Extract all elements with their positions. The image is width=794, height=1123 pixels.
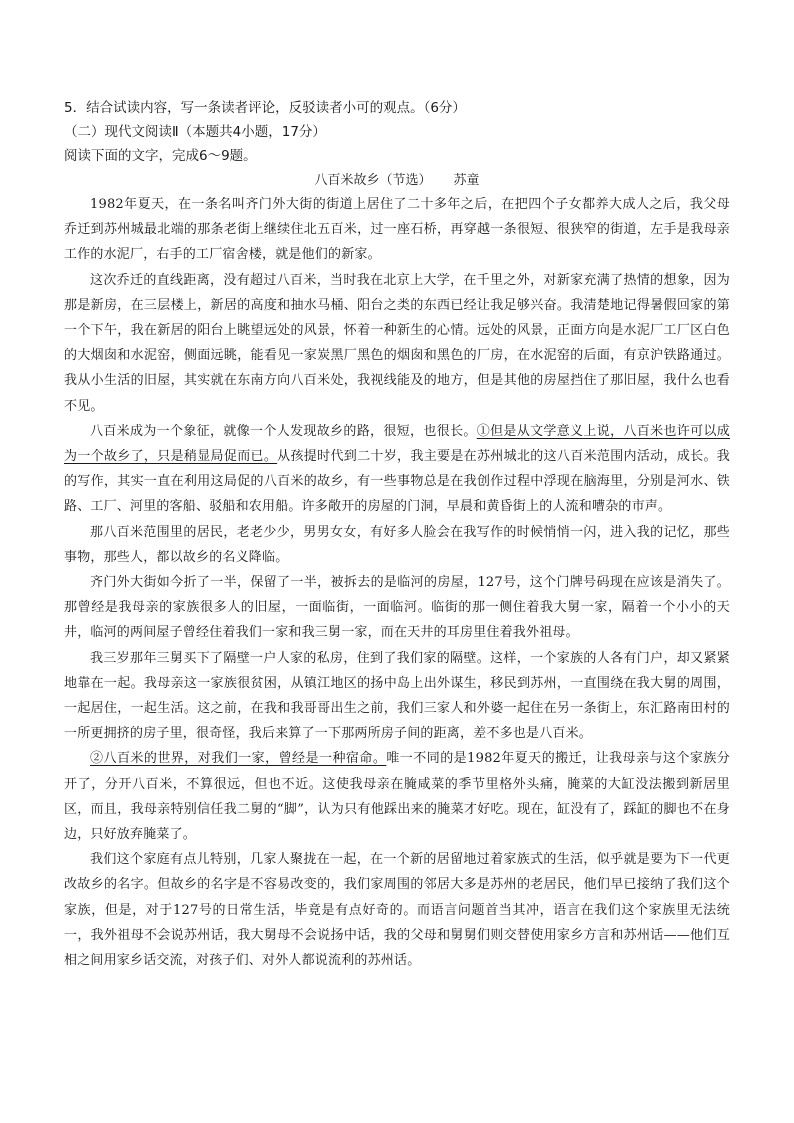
section-heading: （二）现代文阅读Ⅱ（本题共4小题，17分） bbox=[64, 124, 326, 140]
paragraph-3 bbox=[64, 419, 730, 520]
paragraph-5: 齐门外大街如今折了一半，保留了一半，被拆去的是临河的房屋，127号，这个门牌号码现在应该是消失了。那曾经是我母亲的家族很多人的旧屋，一面临街，一面临河。临街的那一侧住着我大舅一家，隔着一个小小的天井，临河的两间屋子曾经住着我们一家和我三舅一家，而在天井的耳房里住着我外祖母。 bbox=[64, 575, 730, 641]
paragraph-2: 这次乔迁的直线距离，没有超过八百米，当时我在北京上大学，在千里之外，对新家充满了热情的想象，因为那是新房，在三层楼上，新居的高度和抽水马桶、阳台之类的东西已经让我足够兴奋。我清楚地记得暑假回家的第一个下午，我在新居的阳台上眺望远处的风景，怀着一种新生的心情。远处的风景，正面方向是水泥厂工厂区白色的大烟囱和水泥窑，侧面远眺，能看见一家炭黑厂黑色的烟囱和黑色的厂房，在水泥窑的后面，有京沪铁路通过。我从小生活的旧屋，其实就在东南方向八百米处，我视线能及的地方，但是其他的房屋挡住了那旧屋，我什么也看不见。 bbox=[64, 272, 730, 414]
underlined-sentence-2: ②八百米的世界，对我们一家，曾经是一种宿命。 bbox=[90, 751, 387, 767]
article-author: 苏童 bbox=[453, 173, 480, 188]
paragraph-3-end: 从孩提时代到二十岁，我主要是在苏州城北的这八百米范围内活动，成长。我的写作，其实一直在利用这局促的八百米的故乡，有一些事物总是在我创作过程中浮现在脑海里，分别是河水、铁路、工厂、河里的客船、驳船和农用船。许多敞开的房屋的门洞，早晨和黄昏街上的人流和嘈杂的市声。 bbox=[64, 449, 730, 515]
underlined-sentence-1: ①但是从文学意义上说，八百米也许可以成为一个故乡了，只是稍显局促而已。 bbox=[64, 423, 730, 465]
question-5: 5．结合试读内容，写一条读者评论，反驳读者小可的观点。（6分） bbox=[64, 100, 466, 116]
paragraph-3-start: 八百米成为一个象征，就像一个人发现故乡的路，很短，也很长。 bbox=[90, 423, 477, 439]
paragraph-1: 1982年夏天，在一条名叫齐门外大街的街道上居住了二十多年之后，在把四个子女都养大成人之后，我父母乔迁到苏州城最北端的那条老街上继续住北五百米，过一座石桥，再穿越一条很短、很狭窄的街道，左手是我母亲工作的水泥厂，右手的工厂宿舍楼，就是他们的新家。 bbox=[64, 197, 730, 263]
exam-page bbox=[64, 96, 730, 973]
article-title-line bbox=[64, 170, 730, 192]
paragraph-7-end: 唯一不同的是1982年夏天的搬迁，让我母亲与这个家族分开了，分开八百米，不算很远，但也不近。这使我母亲在腌咸菜的季节里格外头痛，腌菜的大缸没法搬到新居里区，而且，我母亲特别信任我二舅的“脚”，认为只有他踩出来的腌菜才好吃。现在，缸没有了，踩缸的脚也不在身边，只好放弃腌菜了。 bbox=[64, 751, 731, 843]
paragraph-4: 那八百米范围里的居民，老老少少，男男女女，有好多人脸会在我写作的时候悄悄一闪，进入我的记忆，那些事物，那些人，都以故乡的名义降临。 bbox=[64, 524, 730, 565]
paragraph-8: 我们这个家庭有点儿特别，几家人聚拢在一起，在一个新的居留地过着家族式的生活，似乎就是要为下一代更改故乡的名字。但故乡的名字是不容易改变的，我们家周围的邻居大多是苏州的老居民，他们早已接纳了我们这个家族，但是，对于127号的日常生活，毕竟是有点好奇的。而语言问题首当其冲，语言在我们这个家族里无法统一，我外祖母不会说苏州话，我大舅母不会说扬中话，我的父母和舅舅们则交替使用家乡方言和苏州话——他们互相之间用家乡话交流，对孩子们、对外人都说流利的苏州话。 bbox=[64, 852, 730, 969]
article-title: 八百米故乡（节选） bbox=[314, 173, 432, 188]
paragraph-6: 我三岁那年三舅买下了隔壁一户人家的私房，住到了我们家的隔壁。这样，一个家族的人各有门户，却又紧紧地靠在一起。我母亲这一家族很贫困，从镇江地区的扬中岛上出外谋生，移民到苏州，一直围绕在我大舅的周围，一起居住，一起生活。这之前，在我和我哥哥出生之前，我们三家人和外婆一起住在另一条街上，东汇路南田村的一所更拥挤的房子里，很奇怪，我后来算了一下那两所房子间的距离，差不多也是八百米。 bbox=[64, 650, 730, 742]
reading-instruction: 阅读下面的文字，完成6～9题。 bbox=[64, 148, 257, 164]
paragraph-7 bbox=[64, 746, 730, 847]
